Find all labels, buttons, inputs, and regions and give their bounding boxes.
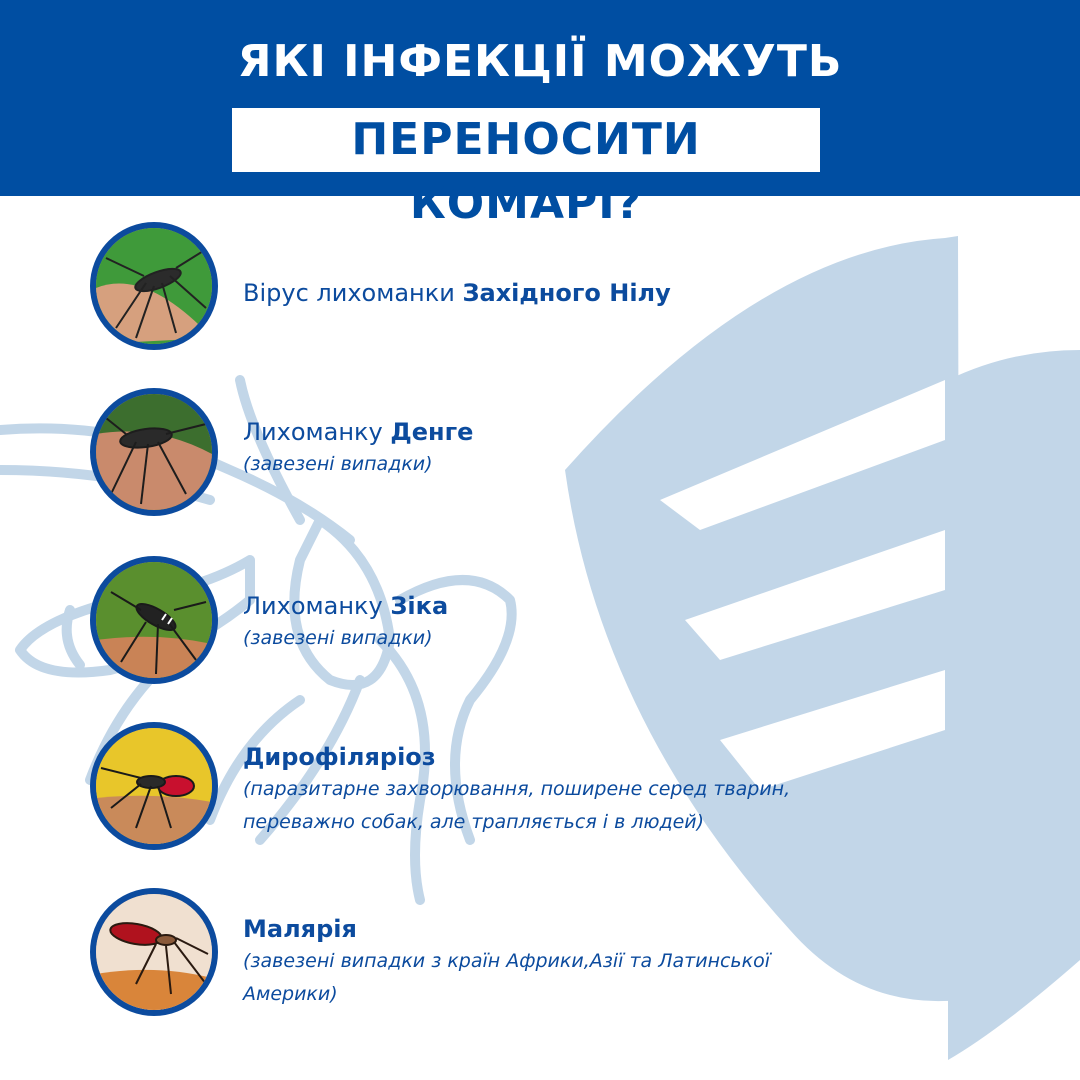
title-line-1: ЯКІ ІНФЕКЦІЇ МОЖУТЬ xyxy=(237,36,843,87)
title-line-2-box xyxy=(232,108,820,229)
mosquito-photo-icon xyxy=(90,722,218,850)
item-title xyxy=(243,913,770,945)
item-title xyxy=(243,741,790,773)
mosquito-photo-icon xyxy=(90,556,218,684)
item-text xyxy=(243,741,790,839)
item-title-prefix: Лихоманку xyxy=(243,418,391,446)
item-title xyxy=(243,416,473,448)
item-title-bold: Денге xyxy=(390,418,474,446)
item-title xyxy=(243,590,448,622)
item-title-bold: Малярія xyxy=(243,915,357,943)
title-line-2: ПЕРЕНОСИТИ КОМАРІ? xyxy=(351,114,701,229)
mosquito-photo-icon xyxy=(90,222,218,350)
item-title-bold: Дирофіляріоз xyxy=(243,743,436,771)
item-note: переважно собак, але трапляється і в людей) xyxy=(243,811,705,833)
item-note: (завезені випадки з країн Африки,Азії та Латинської xyxy=(243,950,771,972)
item-title xyxy=(243,277,671,309)
item-title-prefix: Вірус лихоманки xyxy=(243,279,463,307)
item-text xyxy=(243,913,770,1011)
item-text xyxy=(243,590,448,655)
mosquito-photo-icon xyxy=(90,388,218,516)
item-title-bold: Західного Нілу xyxy=(462,279,671,307)
item-note: (завезені випадки) xyxy=(243,627,433,649)
item-note: (завезені випадки) xyxy=(243,453,433,475)
item-title-bold: Зіка xyxy=(390,592,449,620)
item-text xyxy=(243,416,473,481)
item-note: Америки) xyxy=(243,983,338,1005)
item-note: (паразитарне захворювання, поширене серед тварин, xyxy=(243,778,791,800)
item-text xyxy=(243,277,671,309)
item-title-prefix: Лихоманку xyxy=(243,592,391,620)
header-banner xyxy=(0,0,1080,229)
mosquito-photo-icon xyxy=(90,888,218,1016)
